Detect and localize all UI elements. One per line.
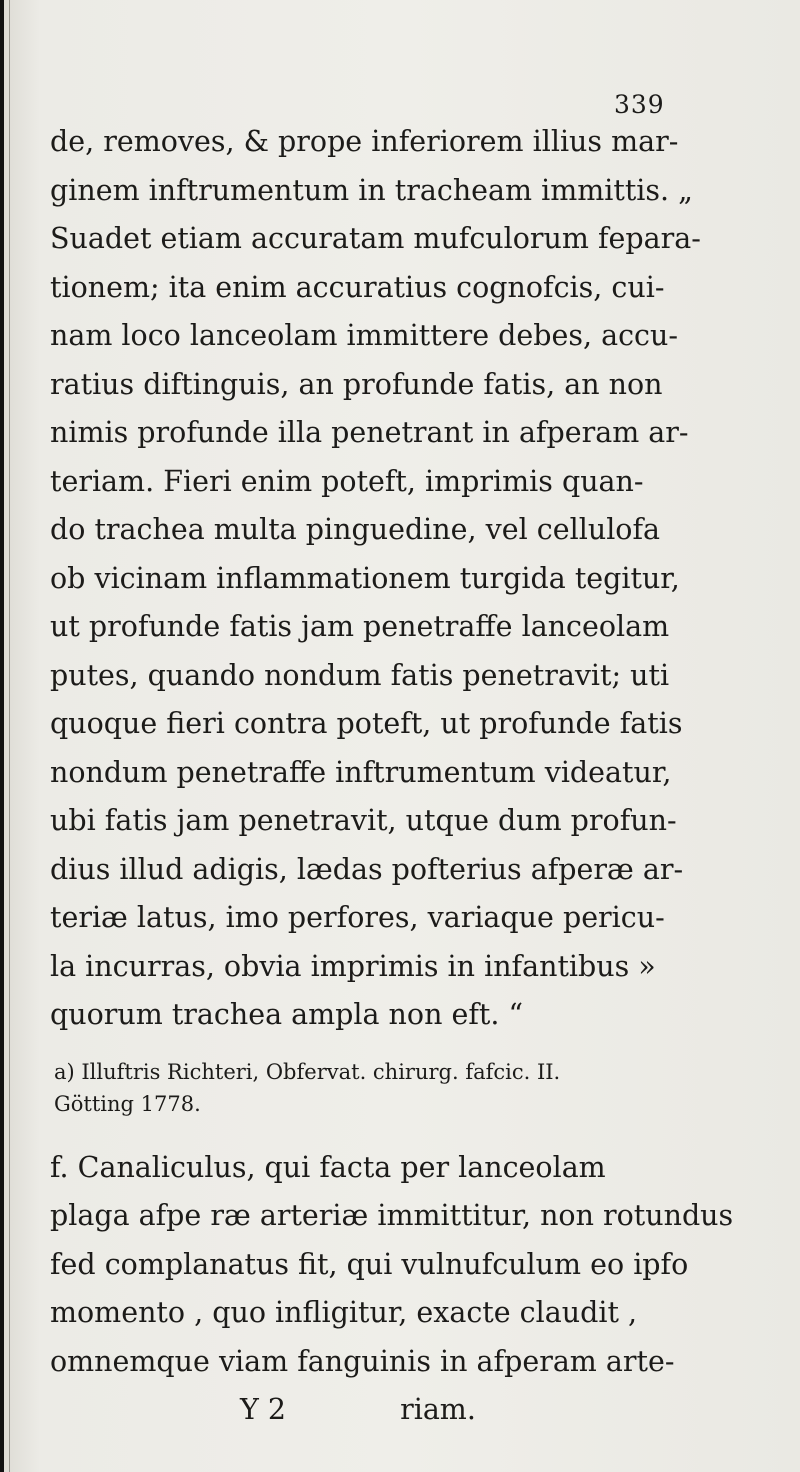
text-line: nondum penetraffe inftrumentum videatur, [50, 755, 672, 789]
text-line: de, removes, & prope inferiorem illius mar- [50, 125, 679, 158]
text-line: ubi fatis jam penetravit, utque dum profun- [50, 804, 677, 837]
text-line: quorum trachea ampla non eft. “ [50, 998, 524, 1031]
text-line: ut profunde fatis jam penetraffe lanceolam [50, 610, 670, 643]
text-line: teriam. Fieri enim poteft, imprimis quan- [50, 464, 644, 498]
text-line: dius illud adigis, lædas pofterius afperæ ar- [50, 852, 684, 886]
section-line: omnemque viam fanguinis in afperam arte- [50, 1344, 675, 1378]
text-line: nam loco lanceolam immittere debes, accu- [50, 319, 678, 352]
section-line: plaga afpe ræ arteriæ immittitur, non rotundus [50, 1199, 734, 1232]
page-margin-rule [9, 0, 10, 1472]
text-line: la incurras, obvia imprimis in infantibus » [50, 949, 656, 983]
section-line: momento , quo infligitur, exacte claudit , [50, 1296, 638, 1329]
footnote-line: Götting 1778. [54, 1091, 201, 1116]
page-footer-line [50, 1386, 770, 1435]
page-number: 339 [614, 90, 665, 119]
page-spine-edge [0, 0, 4, 1472]
text-line: nimis profunde illa penetrant in afperam ar- [50, 416, 689, 449]
section-line: fed complanatus fit, qui vulnufculum eo ipfo [50, 1247, 689, 1281]
text-line: do trachea multa pinguedine, vel cellulofa [50, 513, 661, 546]
text-line: tionem; ita enim accuratius cognofcis, cui- [50, 270, 665, 304]
text-line: putes, quando nondum fatis penetravit; uti [50, 658, 670, 692]
text-line: ginem inftrumentum in tracheam immittis. „ [50, 173, 693, 207]
text-line: ob vicinam inflammationem turgida tegitur, [50, 561, 680, 595]
section-line: f. Canaliculus, qui facta per lanceolam [50, 1150, 606, 1184]
text-line: quoque fieri contra poteft, ut profunde fatis [50, 707, 683, 740]
catchword: riam. [400, 1393, 476, 1426]
text-line: teriæ latus, imo perfores, variaque pericu- [50, 901, 665, 934]
text-line: Suadet etiam accuratam mufculorum fepara- [50, 222, 701, 255]
text-line: ratius diftinguis, an profunde fatis, an non [50, 367, 663, 401]
body-text [50, 118, 770, 1435]
footnote-line: a) Illuftris Richteri, Obfervat. chirurg. fafcic. II. [54, 1059, 561, 1084]
signature-mark: Y 2 [240, 1393, 287, 1426]
